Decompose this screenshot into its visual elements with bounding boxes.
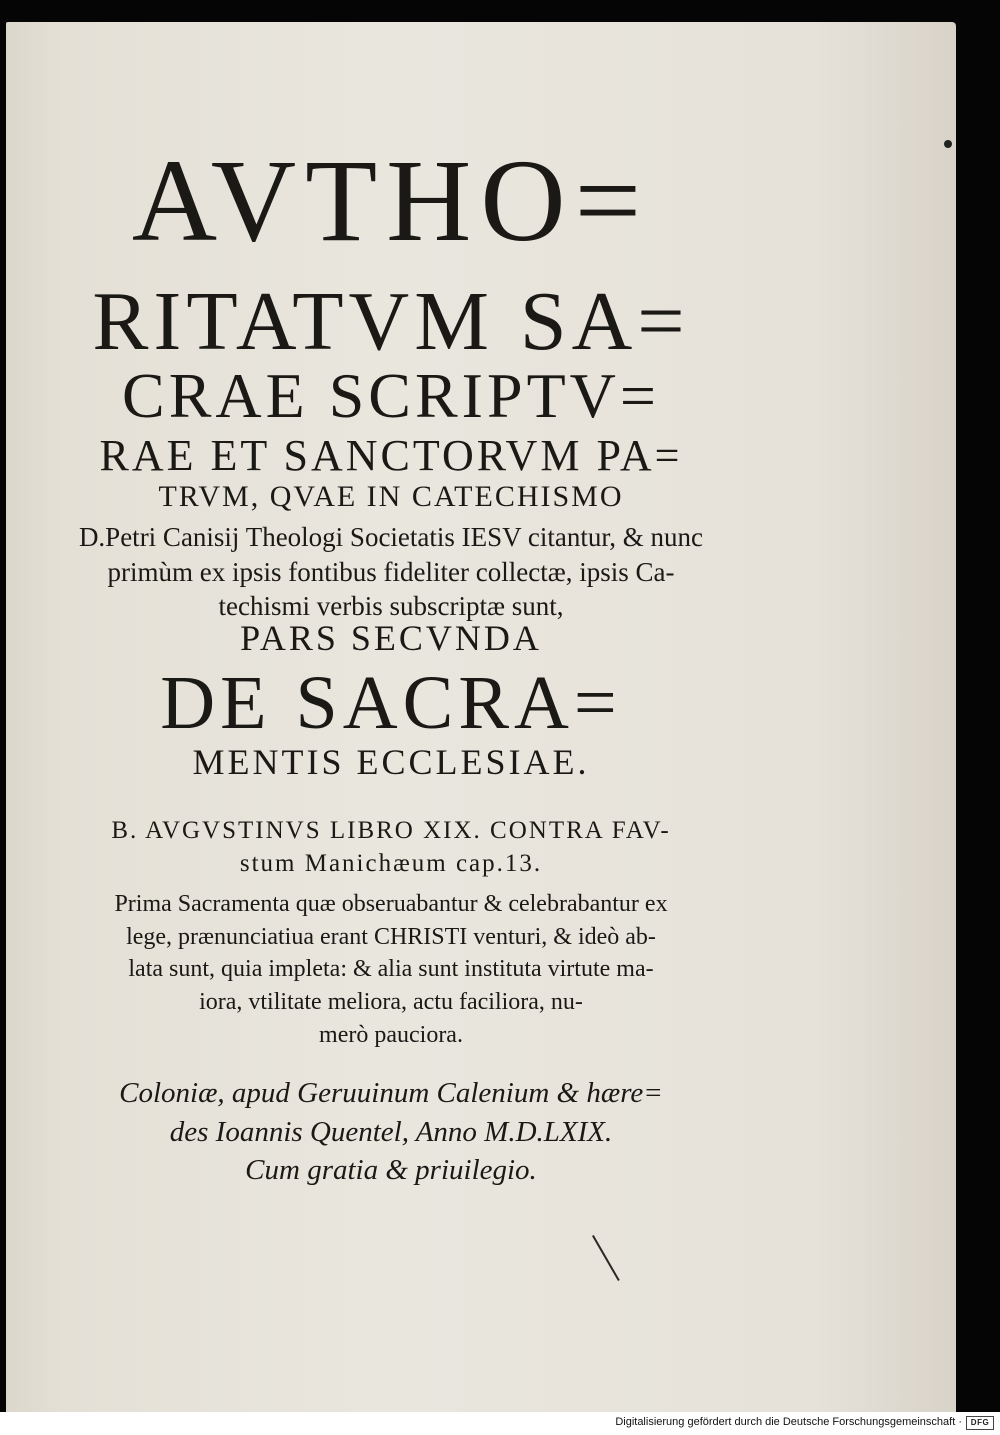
quote-line: iora, vtilitate meliora, actu faciliora, nu- xyxy=(199,988,583,1015)
heading-line-2: MENTIS ECCLESIAE. xyxy=(192,742,590,782)
footer-bar xyxy=(0,1412,1000,1435)
quote-line: lege, prænunciatiua erant CHRISTI venturi, & ideò ab- xyxy=(126,923,656,950)
subtitle-line: primùm ex ipsis fontibus fideliter collectæ, ipsis Ca- xyxy=(107,556,675,587)
title-line-1: AVTHO= xyxy=(131,135,651,266)
heading-line-1: DE SACRA= xyxy=(160,661,622,745)
citation xyxy=(51,815,731,880)
citation-line: stum Manichæum cap.13. xyxy=(239,849,543,877)
quote-line: Prima Sacramenta quæ obseruabantur & celebrabantur ex xyxy=(114,891,668,917)
subtitle-line: techismi verbis subscriptæ sunt, xyxy=(218,591,564,622)
imprint-line: des Ioannis Quentel, Anno M.D.LXIX. xyxy=(169,1115,613,1148)
page-edge-dot xyxy=(944,140,952,148)
citation-line: B. AVGVSTINVS LIBRO XIX. CONTRA FAV- xyxy=(111,817,671,844)
part-label: PARS SECVNDA xyxy=(240,618,542,658)
imprint xyxy=(51,1074,731,1190)
subtitle-paragraph xyxy=(51,520,731,624)
title-line-4: RAE ET SANCTORVM PA= xyxy=(99,431,683,480)
title-line-3: CRAE SCRIPTV= xyxy=(122,360,660,431)
subtitle-line: D.Petri Canisij Theologi Societatis IESV citantur, & nunc xyxy=(78,522,704,552)
imprint-line: Coloniæ, apud Geruuinum Calenium & hære= xyxy=(119,1077,663,1109)
title-line-2: RITATVM SA= xyxy=(92,275,690,368)
quote-paragraph xyxy=(51,888,731,1051)
title-line-5: TRVM, QVAE IN CATECHISMO xyxy=(158,480,624,513)
pen-stroke-mark xyxy=(592,1235,620,1281)
imprint-line: Cum gratia & priuilegio. xyxy=(245,1154,537,1187)
quote-line: merò pauciora. xyxy=(319,1021,463,1048)
quote-line: lata sunt, quia impleta: & alia sunt instituta virtute ma- xyxy=(128,956,654,983)
funding-notice: Digitalisierung gefördert durch die Deutsche Forschungsgemeinschaft · xyxy=(615,1416,962,1428)
book-page xyxy=(6,22,956,1412)
dfg-logo-icon: DFG xyxy=(966,1416,994,1430)
